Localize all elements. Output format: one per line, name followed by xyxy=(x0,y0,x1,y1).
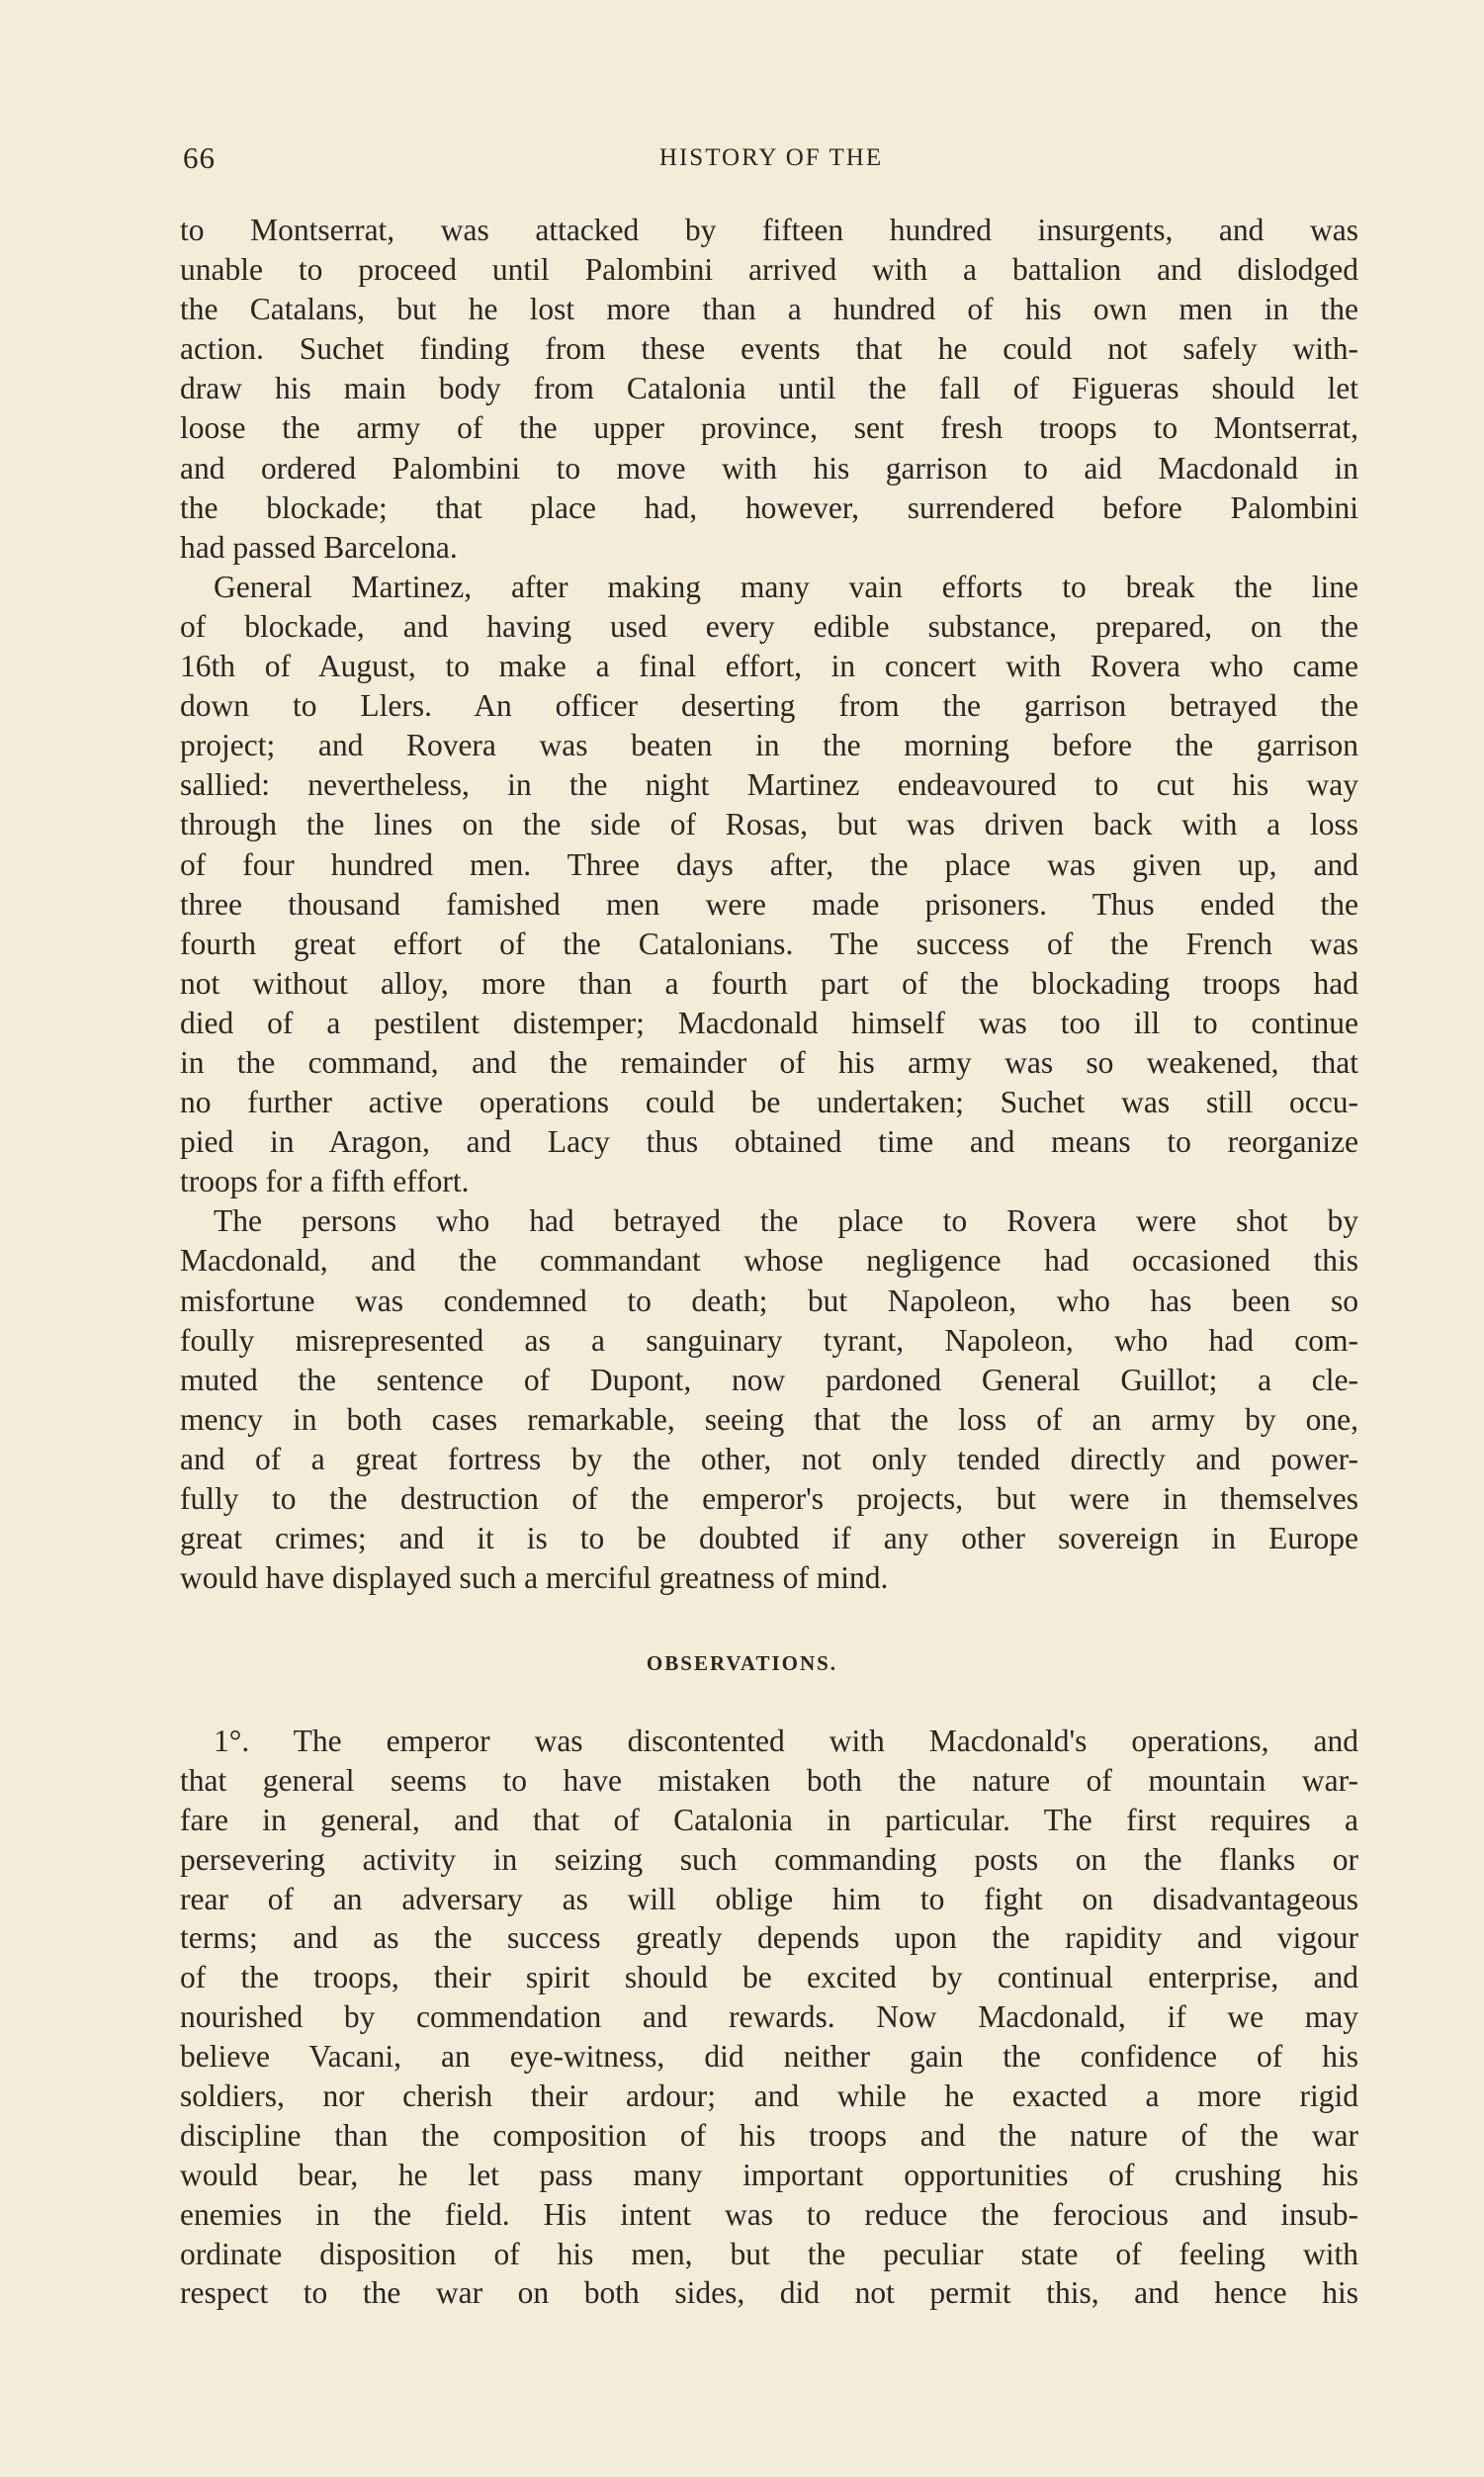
text-line: the blockade; that place had, however, surrendered before Palombini xyxy=(180,489,1358,525)
text-line: 1°. The emperor was discontented with Macdonald's operations, and xyxy=(214,1724,1358,1758)
text-line: fare in general, and that of Catalonia in particular. The first requires a xyxy=(180,1802,1358,1837)
text-line: soldiers, nor cherish their ardour; and while he exacted a more rigid xyxy=(180,2079,1358,2114)
text-line: that general seems to have mistaken both the nature of mountain war- xyxy=(180,1762,1358,1798)
text-line: the Catalans, but he lost more than a hundred of his own men in the xyxy=(180,292,1358,327)
text-line: rear of an adversary as will oblige him to fight on disadvantageous xyxy=(180,1881,1358,1916)
text-line: unable to proceed until Palombini arrived with a battalion and dislodged xyxy=(180,252,1358,288)
text-line: muted the sentence of Dupont, now pardoned General Guillot; a cle- xyxy=(180,1362,1358,1397)
text-line: General Martinez, after making many vain efforts to break the line xyxy=(214,569,1358,604)
text-line: three thousand famished men were made prisoners. Thus ended the xyxy=(180,886,1358,922)
text-line: died of a pestilent distemper; Macdonald himself was too ill to continue xyxy=(180,1005,1358,1040)
text-line: believe Vacani, an eye-witness, did neither gain the confidence of his xyxy=(180,2039,1358,2075)
observations-text xyxy=(180,1722,1358,2313)
text-line: not without alloy, more than a fourth part of the blockading troops had xyxy=(180,965,1358,1001)
text-line: through the lines on the side of Rosas, but was driven back with a loss xyxy=(180,807,1358,842)
text-line: had passed Barcelona. xyxy=(180,529,458,565)
text-line: nourished by commendation and rewards. Now Macdonald, if we may xyxy=(180,1999,1358,2035)
text-line: and of a great fortress by the other, not only tended directly and power- xyxy=(180,1441,1358,1476)
text-line: sallied: nevertheless, in the night Martinez endeavoured to cut his way xyxy=(180,767,1358,803)
text-line: in the command, and the remainder of his army was so weakened, that xyxy=(180,1044,1358,1080)
text-line: persevering activity in seizing such commanding posts on the flanks or xyxy=(180,1841,1358,1877)
text-line: no further active operations could be undertaken; Suchet was still occu- xyxy=(180,1085,1358,1120)
text-line: discipline than the composition of his troops and the nature of the war xyxy=(180,2117,1358,2153)
text-line: loose the army of the upper province, sent fresh troops to Montserrat, xyxy=(180,410,1358,446)
text-line: Macdonald, and the commandant whose negligence had occasioned this xyxy=(180,1243,1358,1279)
page-header xyxy=(183,140,1359,180)
text-line: draw his main body from Catalonia until the fall of Figueras should let xyxy=(180,371,1358,406)
text-line: ordinate disposition of his men, but the peculiar state of feeling with xyxy=(180,2236,1358,2271)
text-line: project; and Rovera was beaten in the morning before the garrison xyxy=(180,728,1358,763)
text-line: down to Llers. An officer deserting from the garrison betrayed the xyxy=(180,688,1358,724)
text-line: troops for a fifth effort. xyxy=(180,1164,470,1199)
text-line: action. Suchet finding from these events that he could not safely with- xyxy=(180,331,1358,367)
text-line: of four hundred men. Three days after, the place was given up, and xyxy=(180,846,1358,882)
body-text xyxy=(180,211,1358,1598)
text-line: fully to the destruction of the emperor's projects, but were in themselves xyxy=(180,1481,1358,1516)
text-line: The persons who had betrayed the place to Rovera were shot by xyxy=(214,1203,1358,1239)
text-line: pied in Aragon, and Lacy thus obtained time and means to reorganize xyxy=(180,1124,1358,1160)
text-line: foully misrepresented as a sanguinary tyrant, Napoleon, who had com- xyxy=(180,1322,1358,1358)
text-line: and ordered Palombini to move with his garrison to aid Macdonald in xyxy=(180,450,1358,486)
text-line: of blockade, and having used every edible substance, prepared, on the xyxy=(180,608,1358,644)
text-line: respect to the war on both sides, did not permit this, and hence his xyxy=(180,2275,1358,2311)
text-line: would have displayed such a merciful greatness of mind. xyxy=(180,1560,889,1596)
text-line: enemies in the field. His intent was to reduce the ferocious and insub- xyxy=(180,2196,1358,2232)
text-line: mency in both cases remarkable, seeing that the loss of an army by one, xyxy=(180,1401,1358,1437)
running-head: HISTORY OF THE xyxy=(658,144,884,171)
text-line: would bear, he let pass many important opportunities of crushing his xyxy=(180,2157,1358,2192)
page-number: 66 xyxy=(183,140,216,175)
text-line: terms; and as the success greatly depends upon the rapidity and vigour xyxy=(180,1920,1358,1956)
text-line: 16th of August, to make a final effort, in concert with Rovera who came xyxy=(180,649,1358,684)
text-line: misfortune was condemned to death; but Napoleon, who has been so xyxy=(180,1283,1358,1318)
text-line: great crimes; and it is to be doubted if any other sovereign in Europe xyxy=(180,1521,1358,1556)
section-heading: OBSERVATIONS. xyxy=(646,1651,838,1675)
text-line: to Montserrat, was attacked by fifteen hundred insurgents, and was xyxy=(180,213,1358,247)
text-line: of the troops, their spirit should be excited by continual enterprise, and xyxy=(180,1960,1358,1995)
text-line: fourth great effort of the Catalonians. The success of the French was xyxy=(180,926,1358,961)
